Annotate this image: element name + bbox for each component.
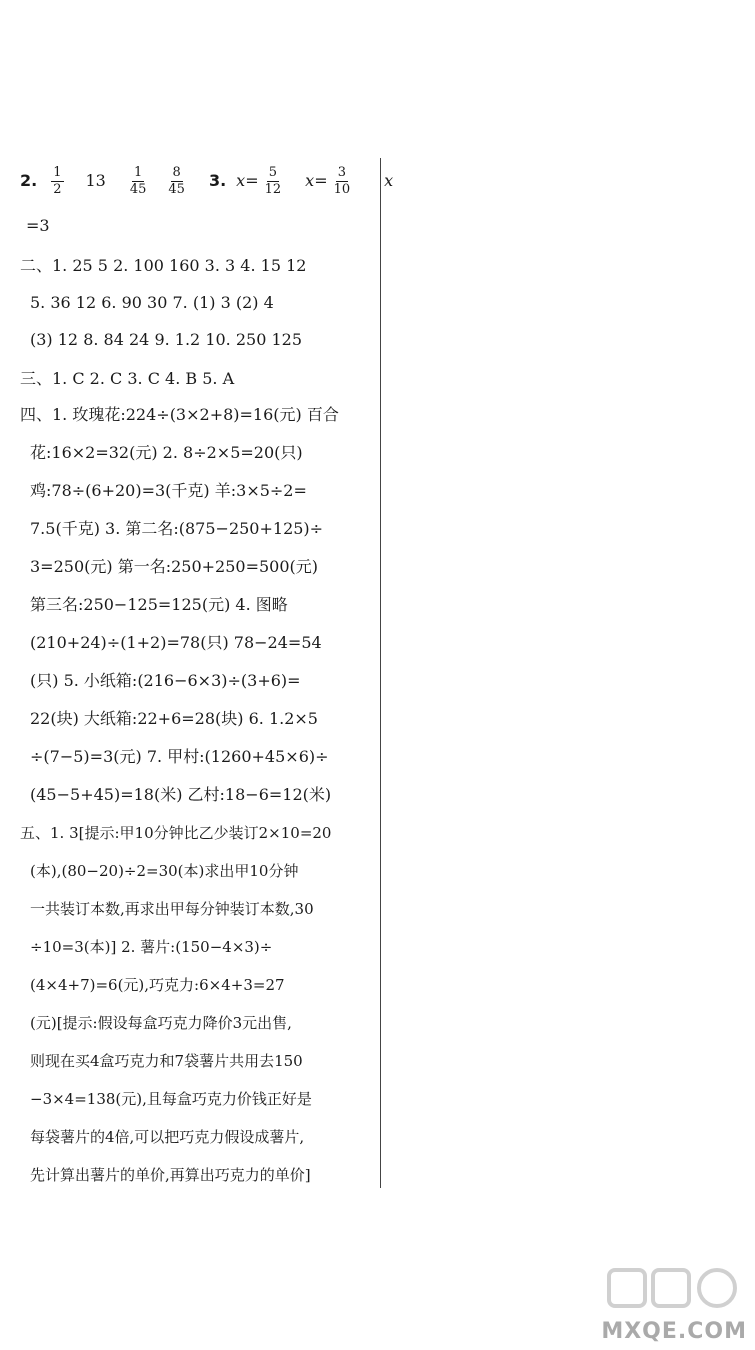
fraction: $\frac{8}{45}$ [168,164,185,197]
sec5-line-2: (本),(80−20)÷2=30(本)求出甲10分钟 [30,861,299,880]
sec5-line-9: 每袋薯片的4倍,可以把巧克力假设成薯片, [30,1127,305,1146]
sec4-line-8: (只) 5. 小纸箱:(216−6×3)÷(3+6)= [30,671,301,690]
sec4-line-1: 四、1. 玫瑰花:224÷(3×2+8)=16(元) 百合 [20,405,339,424]
fraction: $\frac{1}{45}$ [129,164,147,197]
sec5-line-6: (元)[提示:假设每盒巧克力降价3元出售, [30,1013,292,1032]
sec5-line-4: ÷10=3(本)] 2. 薯片:(150−4×3)÷ [30,937,273,956]
sec4-line-3: 鸡:78÷(6+20)=3(千克) 羊:3×5÷2= [30,481,307,500]
watermark-text: MXQE.COM [601,1319,747,1344]
sec5-line-8: −3×4=138(元),且每盒巧克力价钱正好是 [30,1089,312,1108]
fraction: $\frac{1}{2}$ [53,164,62,197]
left-line-1: 2. $\frac{1}{2}$ 13 $\frac{1}{45}$ $\frac{8}{45}$ 3. x = $\frac{5}{12}$ x = $\frac{3}{10}$ x [20,164,394,197]
sec4-line-10: ÷(7−5)=3(元) 7. 甲村:(1260+45×6)÷ [30,747,329,766]
sec5-line-7: 则现在买4盒巧克力和7袋薯片共用去150 [30,1051,303,1070]
sec4-line-4: 7.5(千克) 3. 第二名:(875−250+125)÷ [30,519,324,538]
sec2-line-1: 二、1. 25 5 2. 100 160 3. 3 4. 15 12 [20,256,307,275]
sec5-line-1: 五、1. 3[提示:甲10分钟比乙少装订2×10=20 [20,823,332,842]
sec4-line-5: 3=250(元) 第一名:250+250=500(元) [30,557,319,576]
sec3-line: 三、1. C 2. C 3. C 4. B 5. A [20,369,235,388]
sec5-line-3: 一共装订本数,再求出甲每分钟装订本数,30 [30,899,314,918]
left-line-2: =3 [26,216,50,235]
sec4-line-6: 第三名:250−125=125(元) 4. 图略 [30,595,288,614]
sec4-line-7: (210+24)÷(1+2)=78(只) 78−24=54 [30,633,322,652]
sec5-line-10: 先计算出薯片的单价,再算出巧克力的单价] [30,1165,311,1184]
column-divider [380,158,381,1188]
sec2-line-2: 5. 36 12 6. 90 30 7. (1) 3 (2) 4 [30,293,274,312]
fraction: $\frac{5}{12}$ [264,164,282,197]
fraction: $\frac{3}{10}$ [333,164,351,197]
sec4-line-9: 22(块) 大纸箱:22+6=28(块) 6. 1.2×5 [30,709,318,728]
sec2-line-3: (3) 12 8. 84 24 9. 1.2 10. 250 125 [30,330,303,349]
sec4-line-11: (45−5+45)=18(米) 乙村:18−6=12(米) [30,785,332,804]
sec5-line-5: (4×4+7)=6(元),巧克力:6×4+3=27 [30,975,285,994]
sec4-line-2: 花:16×2=32(元) 2. 8÷2×5=20(只) [30,443,303,462]
